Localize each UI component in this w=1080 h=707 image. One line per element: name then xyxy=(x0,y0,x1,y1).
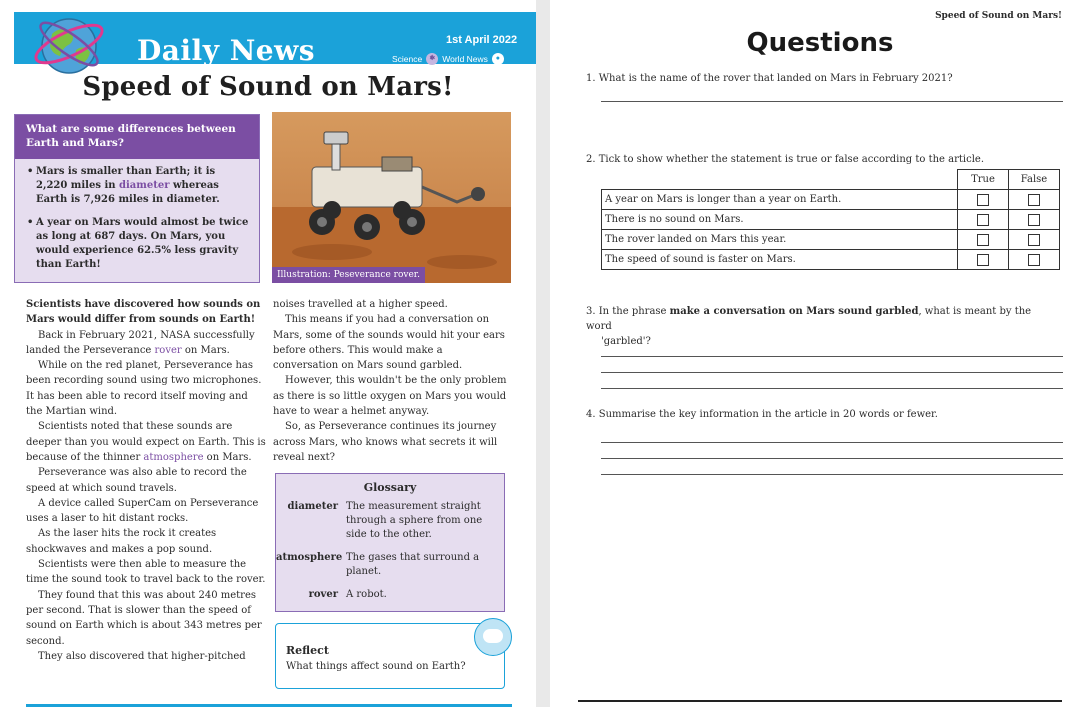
fact-item: • Mars is smaller than Earth; it is 2,220 miles in diameter whereas Earth is 7,926 miles in diameter. xyxy=(27,165,249,207)
globe-small-icon: ● xyxy=(492,53,504,65)
reflect-box xyxy=(275,623,505,689)
footer-bar xyxy=(578,700,1062,702)
category-tags xyxy=(392,53,504,65)
false-checkbox[interactable] xyxy=(1028,194,1040,206)
question-1: 1. What is the name of the rover that landed on Mars in February 2021? xyxy=(586,73,953,84)
answer-line[interactable] xyxy=(601,442,1063,443)
answer-line[interactable] xyxy=(601,356,1063,357)
false-checkbox[interactable] xyxy=(1028,214,1040,226)
question-3: 3. In the phrase make a conversation on Mars sound garbled, what is meant by the word 'garbled'? xyxy=(586,306,1032,347)
questions-title: Questions xyxy=(746,28,894,58)
false-checkbox[interactable] xyxy=(1028,254,1040,266)
paragraph: A device called SuperCam on Perseverance uses a laser to hit distant rocks. xyxy=(26,497,259,525)
brand-title: Daily News xyxy=(137,34,315,67)
paragraph: They also discovered that higher-pitched xyxy=(38,650,246,662)
article-column-right xyxy=(273,297,509,465)
table-row xyxy=(602,250,1060,270)
glossary-term: diameter xyxy=(287,501,338,512)
glossary-title: Glossary xyxy=(363,481,417,494)
statement: The speed of sound is faster on Mars. xyxy=(602,250,958,270)
flask-icon: ⚛ xyxy=(426,53,438,65)
article-page xyxy=(0,0,536,707)
paragraph: As the laser hits the rock it creates shockwaves and makes a pop sound. xyxy=(26,528,217,555)
globe-logo-icon xyxy=(30,4,108,82)
glossary-entry xyxy=(276,551,504,579)
paragraph: So, as Perseverance continues its journey across Mars, who knows what secrets it will reveal next? xyxy=(273,421,498,463)
paragraph: Perseverance was also able to record the speed at which sound travels. xyxy=(26,467,247,494)
answer-line[interactable] xyxy=(601,458,1063,459)
paragraph: While on the red planet, Perseverance has been recording sound using two microphones. It has been able to record itself moving and the Martian wind. xyxy=(26,360,262,418)
false-checkbox[interactable] xyxy=(1028,234,1040,246)
paragraph: However, this wouldn't be the only problem as there is so little oxygen on Mars you would have to wear a helmet anyway. xyxy=(273,375,507,418)
glossary-definition: The gases that surround a planet. xyxy=(346,552,480,577)
glossary-term: rover xyxy=(308,589,338,600)
tag-world-news: World News xyxy=(442,54,488,64)
paragraph: Scientists were then able to measure the time the sound took to travel back to the rover. xyxy=(26,559,266,586)
questions-page xyxy=(550,0,1080,707)
table-row xyxy=(602,190,1060,210)
headline: Speed of Sound on Mars! xyxy=(82,72,454,102)
answer-line[interactable] xyxy=(601,474,1063,475)
reflect-question: What things affect sound on Earth? xyxy=(286,661,466,672)
glossary-box xyxy=(275,473,505,612)
true-checkbox[interactable] xyxy=(977,214,989,226)
table-row xyxy=(602,210,1060,230)
fact-item: • A year on Mars would almost be twice as long at 687 days. On Mars, you would experience 62.5% less gravity than Earth! xyxy=(27,216,249,272)
article-subhead: Scientists have discovered how sounds on Mars would differ from sounds on Earth! xyxy=(26,299,261,326)
glossary-term: atmosphere xyxy=(276,552,343,563)
thought-bubble-icon xyxy=(474,618,512,656)
statement: There is no sound on Mars. xyxy=(602,210,958,230)
question-4: 4. Summarise the key information in the article in 20 words or fewer. xyxy=(586,409,938,420)
true-header: True xyxy=(958,170,1009,190)
facts-box-title: What are some differences between Earth and Mars? xyxy=(15,115,259,159)
rover-image xyxy=(272,112,511,283)
answer-line[interactable] xyxy=(601,372,1063,373)
false-header: False xyxy=(1009,170,1060,190)
true-false-table xyxy=(601,169,1060,270)
glossary-definition: The measurement straight through a sphere from one side to the other. xyxy=(346,501,483,540)
facts-list xyxy=(15,159,259,272)
true-checkbox[interactable] xyxy=(977,234,989,246)
paragraph: This means if you had a conversation on Mars, some of the sounds would hit your ears before others. This would make a conversation on Mars sound garbled. xyxy=(273,314,505,372)
keyword-rover: rover xyxy=(154,344,182,356)
paragraph: Scientists noted that these sounds are deeper than you would expect on Earth. This is because of the thinner atmosphere on Mars. xyxy=(26,421,266,463)
article-column-left xyxy=(26,297,266,664)
illustration-caption: Illustration: Peseverance rover. xyxy=(272,267,425,283)
issue-date: 1st April 2022 xyxy=(446,34,518,46)
question-2: 2. Tick to show whether the statement is true or false according to the article. xyxy=(586,154,984,165)
true-checkbox[interactable] xyxy=(977,194,989,206)
reflect-title: Reflect xyxy=(286,644,329,657)
table-row xyxy=(602,230,1060,250)
facts-box xyxy=(14,114,260,283)
paragraph: They found that this was about 240 metres per second. That is slower than the speed of sound on Earth which is about 343 metres per second. xyxy=(26,589,262,647)
keyword-diameter: diameter xyxy=(119,180,170,191)
answer-line[interactable] xyxy=(601,388,1063,389)
statement: The rover landed on Mars this year. xyxy=(602,230,958,250)
answer-line[interactable] xyxy=(601,101,1063,102)
true-checkbox[interactable] xyxy=(977,254,989,266)
paragraph: noises travelled at a higher speed. xyxy=(273,299,448,310)
running-head: Speed of Sound on Mars! xyxy=(935,11,1062,21)
quoted-phrase: make a conversation on Mars sound garbled xyxy=(669,306,919,317)
glossary-entry xyxy=(276,500,504,542)
paragraph: Back in February 2021, NASA successfully landed the Perseverance rover on Mars. xyxy=(26,329,255,356)
rover-illustration xyxy=(272,112,511,283)
statement: A year on Mars is longer than a year on Earth. xyxy=(602,190,958,210)
tag-science: Science xyxy=(392,54,423,64)
keyword-atmosphere: atmosphere xyxy=(143,451,204,463)
glossary-definition: A robot. xyxy=(346,589,387,600)
glossary-entry xyxy=(276,588,504,602)
